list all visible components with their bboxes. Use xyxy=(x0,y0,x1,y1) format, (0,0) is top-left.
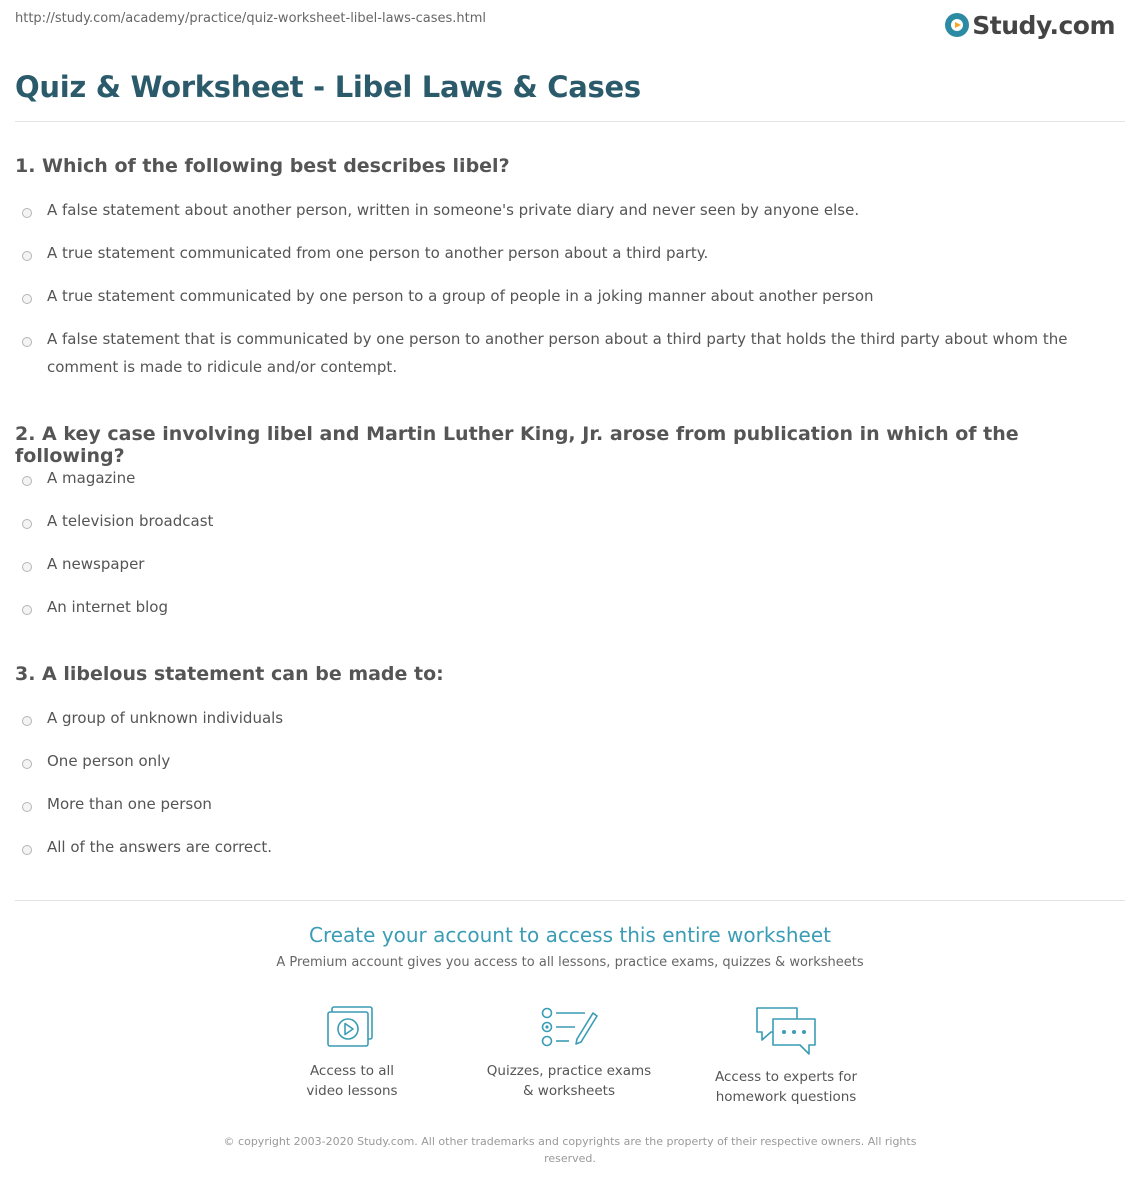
answer-option[interactable] xyxy=(22,754,1080,775)
study-logo-icon xyxy=(945,13,969,37)
feature-label-line: video lessons xyxy=(306,1083,398,1099)
study-logo-text: Study.com xyxy=(972,10,1115,40)
signup-cta xyxy=(0,923,1140,970)
copyright-notice: © copyright 2003-2020 Study.com. All other trademarks and copyrights are the property of their respective owners. All rights reserved. xyxy=(223,1135,917,1165)
answer-text: A true statement communicated from one person to another person about a third party. xyxy=(47,244,709,262)
feature-label xyxy=(686,1067,886,1107)
feature-label-line: & worksheets xyxy=(522,1083,615,1099)
radio-button[interactable] xyxy=(22,251,32,261)
radio-button[interactable] xyxy=(22,562,32,572)
feature-label-line: homework questions xyxy=(715,1089,857,1105)
radio-button[interactable] xyxy=(22,208,32,218)
answer-text: A false statement that is communicated by one person to another person about a third party that holds the third party about whom the comment is made to ridicule and/or contempt. xyxy=(47,330,1068,376)
answer-option[interactable] xyxy=(22,471,1080,492)
radio-button[interactable] xyxy=(22,802,32,812)
question-3-options xyxy=(22,711,1080,883)
cta-divider xyxy=(15,900,1125,901)
answer-text: A false statement about another person, written in someone's private diary and never seen by anyone else. xyxy=(47,201,860,219)
page-url: http://study.com/academy/practice/quiz-worksheet-libel-laws-cases.html xyxy=(15,11,487,26)
feature-label xyxy=(469,1061,669,1101)
feature-label-line: Access to all xyxy=(309,1063,395,1079)
answer-option[interactable] xyxy=(22,289,1080,310)
question-2: 2. A key case involving libel and Martin Luther King, Jr. arose from publication in which of the following? xyxy=(15,423,1019,467)
answer-text: A television broadcast xyxy=(47,512,214,530)
answer-option[interactable] xyxy=(22,600,1080,621)
answer-text: A newspaper xyxy=(47,555,145,573)
cta-subheading: A Premium account gives you access to all lessons, practice exams, quizzes & worksheets xyxy=(276,955,864,970)
radio-button[interactable] xyxy=(22,294,32,304)
answer-option[interactable] xyxy=(22,797,1080,818)
quiz-checklist-icon xyxy=(539,1005,599,1051)
page-title: Quiz & Worksheet - Libel Laws & Cases xyxy=(15,70,641,104)
radio-button[interactable] xyxy=(22,476,32,486)
answer-option[interactable] xyxy=(22,203,1080,224)
answer-option[interactable] xyxy=(22,246,1080,267)
radio-button[interactable] xyxy=(22,716,32,726)
answer-text: An internet blog xyxy=(47,598,168,616)
radio-button[interactable] xyxy=(22,759,32,769)
radio-button[interactable] xyxy=(22,845,32,855)
answer-option[interactable] xyxy=(22,840,1080,861)
video-lessons-icon xyxy=(325,1005,379,1051)
feature-label-line: Access to experts for xyxy=(714,1069,857,1085)
title-divider xyxy=(15,121,1125,122)
question-3: 3. A libelous statement can be made to: xyxy=(15,663,444,685)
answer-text: One person only xyxy=(47,752,171,770)
cta-heading[interactable]: Create your account to access this entire worksheet xyxy=(309,923,831,947)
answer-option[interactable] xyxy=(22,557,1080,578)
feature-label-line: Quizzes, practice exams xyxy=(486,1063,652,1079)
question-2-options xyxy=(22,471,1080,643)
feature-quizzes xyxy=(469,1005,669,1101)
feature-video-lessons xyxy=(252,1005,452,1101)
answer-text: More than one person xyxy=(47,795,212,813)
radio-button[interactable] xyxy=(22,605,32,615)
feature-experts xyxy=(686,1005,886,1107)
chat-bubbles-icon xyxy=(753,1005,819,1057)
answer-text: All of the answers are correct. xyxy=(47,838,273,856)
answer-text: A true statement communicated by one person to a group of people in a joking manner about another person xyxy=(47,287,874,305)
study-logo[interactable] xyxy=(945,6,1115,44)
answer-text: A group of unknown individuals xyxy=(47,709,284,727)
radio-button[interactable] xyxy=(22,337,32,347)
answer-option[interactable] xyxy=(22,332,1080,381)
feature-label xyxy=(252,1061,452,1101)
answer-option[interactable] xyxy=(22,711,1080,732)
question-1-options xyxy=(22,203,1080,403)
question-1: 1. Which of the following best describes libel? xyxy=(15,155,510,177)
radio-button[interactable] xyxy=(22,519,32,529)
answer-option[interactable] xyxy=(22,514,1080,535)
answer-text: A magazine xyxy=(47,469,136,487)
